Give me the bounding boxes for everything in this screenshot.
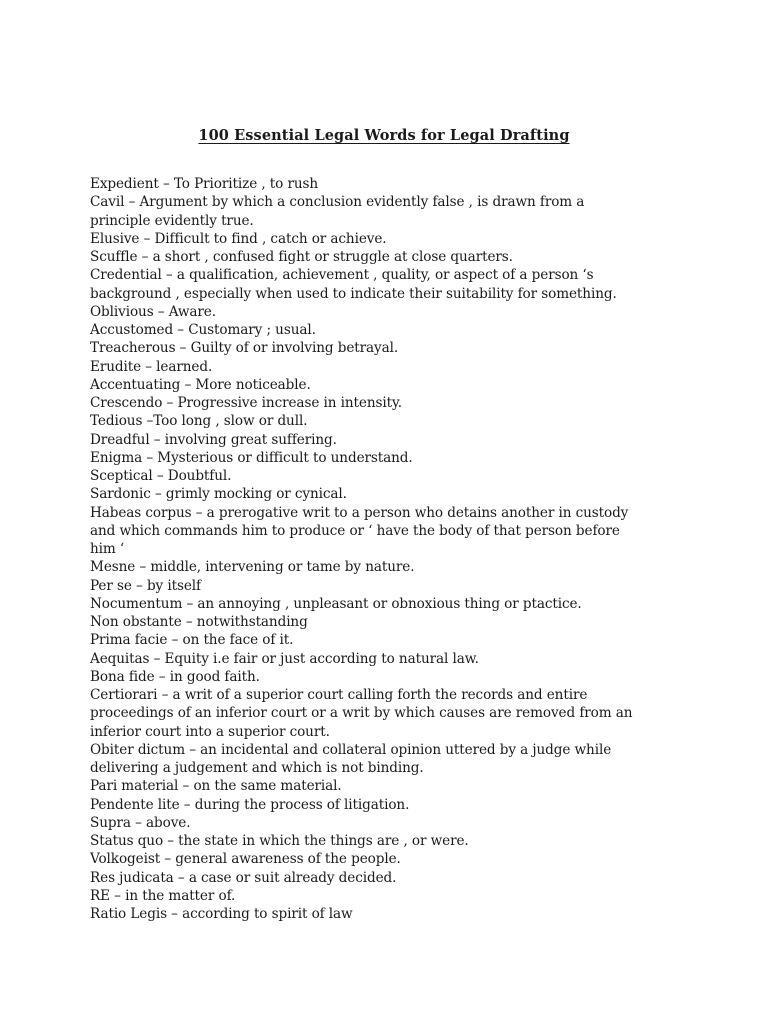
entry-line: Accustomed – Customary ; usual. — [90, 322, 316, 338]
entry-line: Ratio Legis – according to spirit of law — [90, 906, 353, 922]
entry-line: Elusive – Difficult to find , catch or achieve. — [90, 230, 387, 247]
document-title: 100 Essential Legal Words for Legal Drafting — [198, 127, 570, 144]
entry-line: principle evidently true. — [90, 212, 254, 229]
entry-line: Oblivious – Aware. — [90, 303, 216, 320]
entry-line: RE – in the matter of. — [90, 887, 236, 904]
entry-line: Pari material – on the same material. — [90, 778, 342, 795]
legal-words-list — [90, 175, 690, 923]
entry-line: Treacherous – Guilty of or involving betrayal. — [90, 340, 399, 357]
entry-line: Dreadful – involving great suffering. — [90, 431, 337, 448]
entry-line: inferior court into a superior court. — [90, 723, 330, 740]
entry-line: delivering a judgement and which is not binding. — [90, 760, 424, 776]
entry-line: Obiter dictum – an incidental and collateral opinion uttered by a judge while — [90, 741, 612, 758]
entry-line: Credential – a qualification, achievement , quality, or aspect of a person ‘s — [90, 267, 594, 284]
entry-line: Sardonic – grimly mocking or cynical. — [90, 486, 347, 503]
entry-line: Erudite – learned. — [90, 358, 213, 375]
entry-line: Mesne – middle, intervening or tame by nature. — [90, 559, 415, 576]
entry-line: proceedings of an inferior court or a writ by which causes are removed from an — [90, 705, 633, 722]
entry-line: Aequitas – Equity i.e fair or just according to natural law. — [90, 650, 479, 667]
entry-line: background , especially when used to indicate their suitability for something. — [90, 285, 617, 302]
entry-line: Sceptical – Doubtful. — [90, 468, 232, 484]
entry-line: and which commands him to produce or ‘ have the body of that person before — [90, 522, 620, 539]
entry-line: Prima facie – on the face of it. — [90, 632, 294, 649]
entry-line: Per se – by itself — [90, 577, 201, 594]
entry-line: Accentuating – More noticeable. — [90, 376, 311, 393]
entry-line: Supra – above. — [90, 814, 191, 831]
entry-line: Cavil – Argument by which a conclusion evidently false , is drawn from a — [90, 194, 585, 211]
entry-line: Tedious –Too long , slow or dull. — [90, 413, 308, 430]
entry-line: Habeas corpus – a prerogative writ to a person who detains another in custody — [90, 504, 629, 521]
entry-line: Crescendo – Progressive increase in intensity. — [90, 395, 402, 411]
entry-line: Certiorari – a writ of a superior court calling forth the records and entire — [90, 687, 588, 703]
entry-line: Scuffle – a short , confused fight or struggle at close quarters. — [90, 249, 513, 265]
entry-line: Volkogeist – general awareness of the people. — [90, 851, 401, 868]
entry-line: Bona fide – in good faith. — [90, 668, 260, 685]
entry-line: him ‘ — [90, 541, 125, 557]
entry-line: Nocumentum – an annoying , unpleasant or obnoxious thing or ptactice. — [90, 595, 582, 612]
entry-line: Expedient – To Prioritize , to rush — [90, 176, 319, 192]
entry-line: Status quo – the state in which the things are , or were. — [90, 833, 469, 849]
entry-line: Pendente lite – during the process of litigation. — [90, 796, 410, 813]
entry-line: Enigma – Mysterious or difficult to understand. — [90, 449, 413, 466]
entry-line: Res judicata – a case or suit already decided. — [90, 869, 397, 886]
entry-line: Non obstante – notwithstanding — [90, 614, 308, 630]
